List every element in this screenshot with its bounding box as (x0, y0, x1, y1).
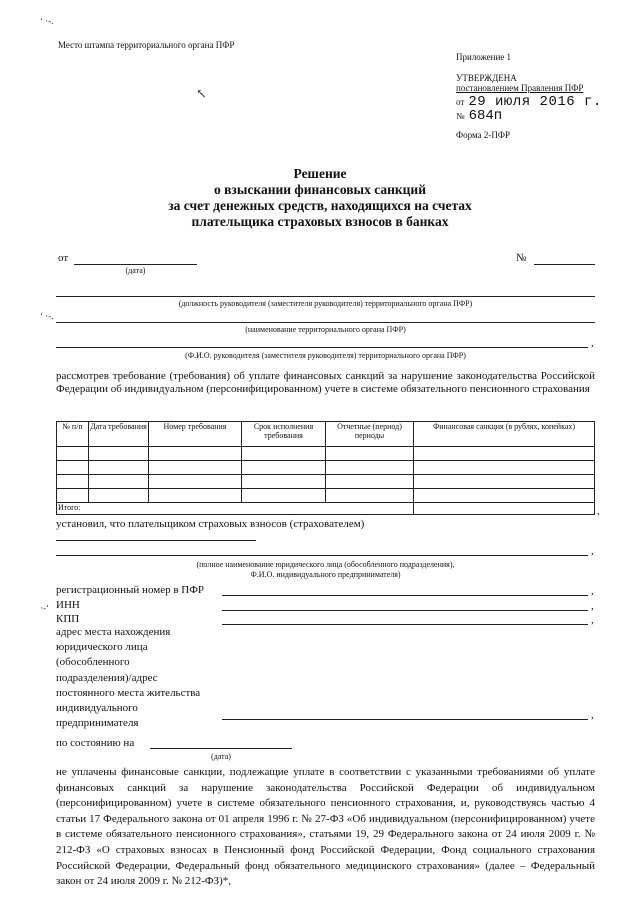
title-line-4: плательщика страховых взносов в банках (191, 214, 449, 229)
col-header-num: № п/п (57, 422, 89, 447)
office-name-line[interactable] (56, 322, 595, 323)
table-row (57, 447, 595, 461)
reg-number-line[interactable] (222, 595, 588, 596)
payer-caption-1: (полное наименование юридического лица (обособленного подразделения), (196, 560, 455, 569)
approval-resolution: постановлением Правления ПФР (456, 83, 584, 93)
date-prefix: от (456, 97, 465, 107)
comma: , (591, 600, 594, 612)
col-header-deadline: Срок исполнения требования (242, 422, 326, 447)
scan-mark: ↖ (196, 86, 207, 101)
established-text: установил, что плательщиком страховых взносов (страхователем) (56, 518, 365, 530)
approval-number: 684п (468, 108, 503, 124)
table-total-row (57, 503, 595, 515)
as-of-date-line[interactable] (150, 748, 292, 749)
payer-line-1[interactable] (56, 540, 256, 541)
form-label: Форма 2-ПФР (456, 130, 510, 140)
scan-mark: ‘ ·-. (40, 16, 54, 26)
body-paragraph: не уплачены финансовые санкции, подлежащие уплате в соответствии с указанными требованиями об уплате финансовых санкций за нарушение законодательства Российской Федерации об индивидуальном (персонифицированном) учете в системе обязательного пенсионного страхования, и, руководствуясь частью 4 статьи 17 Федерального закона от 01 апреля 1996 г. № 27-ФЗ «Об индивидуальном (персонифицированном) учете в системе обязательного пенсионного страхования», статьями 19, 29 Федерального закона от 24 июля 2009 г. № 212-ФЗ «О страховых взносах в Пенсионный фонд Российской Федерации, Фонд социального страхования Российской Федерации, Федеральный фонд обязательного медицинского страхования» (далее – Федеральный закон от 24 июля 2009 г. № 212-ФЗ)*, (56, 766, 595, 888)
date-caption: (дата) (125, 266, 146, 275)
comma: , (591, 709, 594, 721)
as-of-date-caption: (дата) (211, 752, 231, 761)
address-label: адрес места нахождения юридического лица (обособленного подразделения)/адрес постоянного места жительства индивидуального предпринимателя (56, 626, 201, 730)
reg-number-label: регистрационный номер в ПФР (56, 584, 205, 596)
approved-label: УТВЕРЖДЕНА (456, 73, 517, 83)
comma: , (591, 585, 594, 597)
position-caption: (должность руководителя (заместителя руководителя) территориального органа ПФР) (178, 299, 473, 308)
address-line[interactable] (222, 719, 588, 720)
inn-label: ИНН (56, 599, 80, 611)
date-line[interactable] (74, 264, 197, 265)
title-line-1: Решение (293, 166, 347, 181)
stamp-place: Место штампа территориального органа ПФР (58, 40, 235, 50)
table-row (57, 489, 595, 503)
scan-mark: ‘ ·-. (40, 311, 54, 321)
number-line[interactable] (534, 264, 595, 265)
inn-line[interactable] (222, 610, 588, 611)
comma: , (591, 614, 594, 626)
approval-date: 29 июля 2016 г. (468, 94, 602, 110)
intro-paragraph: рассмотрев требование (требования) об уплате финансовых санкций за нарушение законодательства Российской Федерации об индивидуальном (персонифицированном) учете в системе обязательного пенсионного страхования (56, 370, 595, 396)
col-header-number: Номер требования (149, 422, 242, 447)
title-line-2: о взыскании финансовых санкций (214, 182, 426, 197)
scan-mark: ·-‘ (40, 603, 49, 613)
from-label: от (58, 252, 69, 264)
office-name-caption: (наименование территориального органа ПФР) (245, 325, 406, 334)
number-label: № (516, 252, 527, 264)
as-of-label: по состоянию на (56, 737, 135, 749)
title-line-3: за счет денежных средств, находящихся на счетах (168, 198, 472, 213)
payer-caption-2: Ф.И.О. индивидуального предпринимателя) (250, 570, 401, 579)
total-label: Итого: (57, 503, 414, 515)
comma: , (597, 505, 600, 517)
requirements-table (56, 421, 595, 515)
table-header-row (57, 422, 595, 447)
position-line[interactable] (56, 296, 595, 297)
fio-line[interactable] (56, 347, 588, 348)
appendix-label: Приложение 1 (456, 52, 512, 62)
kpp-label: КПП (56, 613, 80, 625)
payer-line-2[interactable] (56, 555, 588, 556)
comma: , (591, 337, 594, 349)
number-prefix: № (456, 111, 465, 121)
col-header-period: Отчетные (период) периоды (326, 422, 414, 447)
comma: , (591, 545, 594, 557)
kpp-line[interactable] (222, 624, 588, 625)
col-header-date: Дата требования (89, 422, 149, 447)
table-row (57, 475, 595, 489)
col-header-sanction: Финансовая санкция (в рублях, копейках) (414, 422, 595, 447)
fio-caption: (Ф.И.О. руководителя (заместителя руководителя) территориального органа ПФР) (185, 351, 466, 360)
approval-number-row (456, 106, 502, 124)
table-row (57, 461, 595, 475)
